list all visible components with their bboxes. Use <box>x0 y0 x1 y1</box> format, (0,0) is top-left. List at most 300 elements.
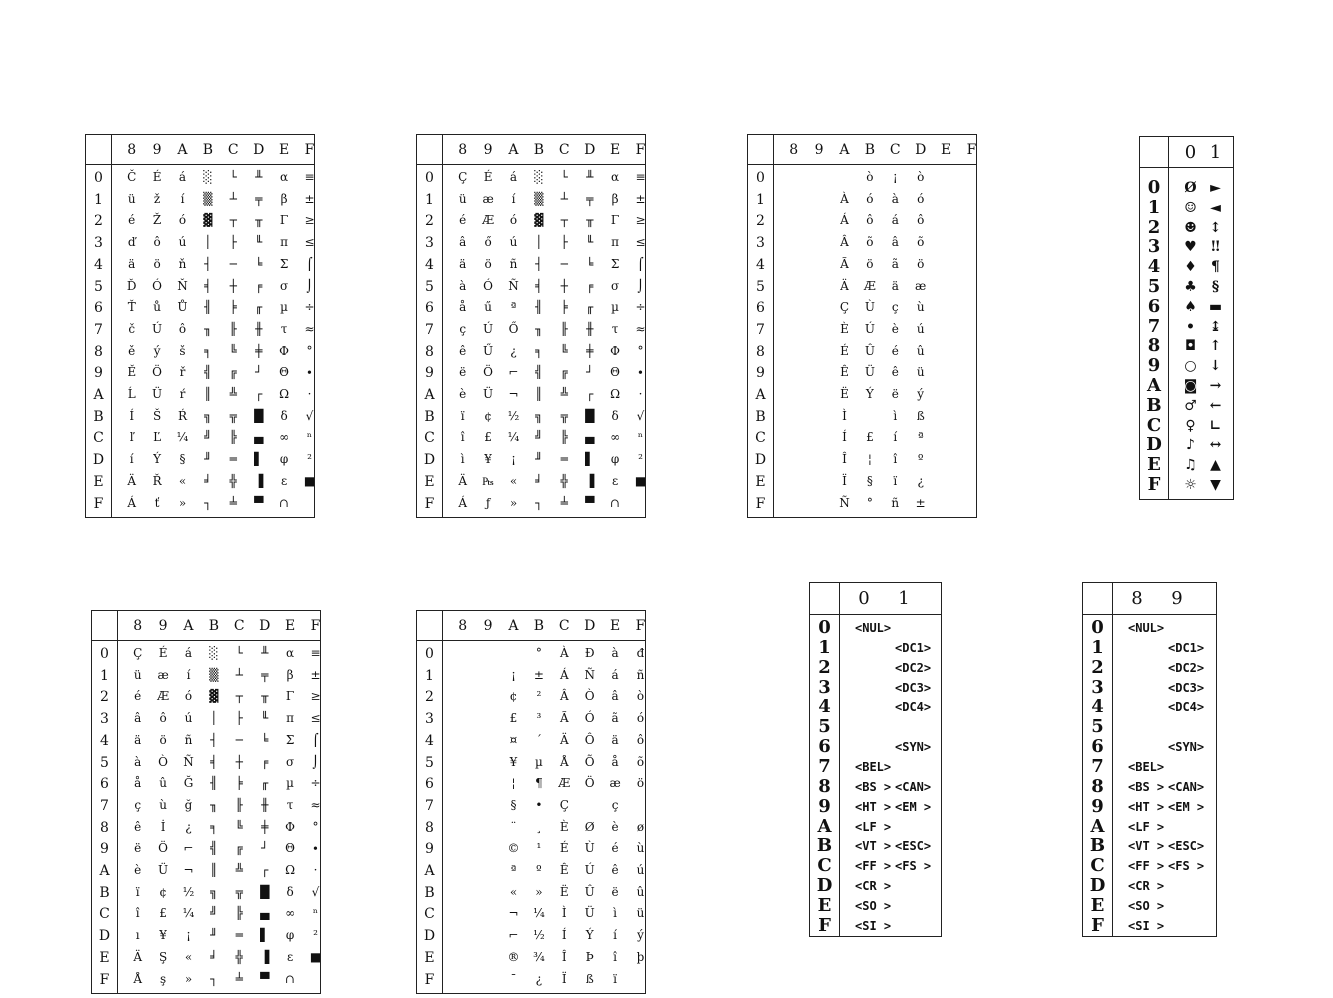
code-cell: Ù <box>864 300 875 315</box>
code-cell: ú <box>916 321 925 336</box>
code-cell: Ê <box>559 863 569 877</box>
code-cell: ä <box>611 732 619 747</box>
code-cell: ╗ <box>535 408 543 423</box>
code-cell: ½ <box>507 408 520 423</box>
code-cell: ↨ <box>1209 318 1222 335</box>
code-cell: ¡ <box>186 928 191 943</box>
code-cell: Ř <box>152 473 162 488</box>
code-cell: ♀ <box>1185 417 1196 434</box>
code-cell: ∞ <box>279 430 290 445</box>
row-label: 3 <box>1091 676 1104 698</box>
code-cell: Ä <box>458 473 468 488</box>
code-cell: ± <box>635 191 646 206</box>
column-header: B <box>864 142 876 158</box>
code-cell: ╨ <box>255 170 263 184</box>
control-code: <DC2> <box>1168 660 1205 675</box>
code-cell: ò <box>636 689 645 704</box>
column-header: 8 <box>458 618 468 634</box>
code-cell: ▀ <box>585 495 595 510</box>
row-label: F <box>424 495 435 512</box>
code-cell: đ <box>636 646 645 660</box>
code-cell: α <box>611 170 620 184</box>
code-cell: £ <box>509 711 518 726</box>
code-cell: õ <box>917 235 925 250</box>
row-label: 7 <box>1147 315 1161 337</box>
code-table-3 <box>747 134 977 518</box>
column-header: B <box>202 142 214 158</box>
code-cell: Ñ <box>508 278 519 293</box>
code-cell: ¼ <box>507 430 520 445</box>
control-code: <BS > <box>855 779 892 794</box>
code-cell: å <box>134 776 142 791</box>
code-cell: █ <box>585 408 595 423</box>
code-cell: ∟ <box>1209 417 1222 434</box>
code-cell: Þ <box>585 949 594 964</box>
code-cell: Ü <box>483 387 494 401</box>
code-cell: á <box>184 646 193 660</box>
code-cell: ⌠ <box>306 256 313 271</box>
code-cell: ╨ <box>586 170 594 184</box>
row-label: 3 <box>818 676 831 698</box>
code-cell: ▬ <box>1208 298 1223 315</box>
code-cell: ▓ <box>534 213 544 228</box>
code-cell: ╘ <box>261 732 269 747</box>
row-label: 9 <box>94 365 103 382</box>
code-cell: Î <box>842 452 847 467</box>
code-cell: Û <box>864 343 875 358</box>
code-cell: » <box>178 495 187 510</box>
code-cell: þ <box>636 949 645 964</box>
code-cell: ₧ <box>482 473 494 488</box>
row-label: 8 <box>756 343 765 360</box>
code-cell: ╞ <box>560 300 568 315</box>
code-cell: φ <box>279 452 289 467</box>
code-cell: ® <box>507 949 520 964</box>
code-cell: ╒ <box>261 754 269 769</box>
code-cell: ╨ <box>261 646 269 660</box>
code-cell: ┌ <box>586 387 594 401</box>
code-cell: ╣ <box>210 841 218 856</box>
row-label: 2 <box>425 213 434 230</box>
row-label: D <box>98 928 111 945</box>
code-cell: π <box>280 235 289 250</box>
code-cell: ï <box>135 884 140 899</box>
row-label: C <box>1146 414 1162 436</box>
code-cell: ô <box>636 732 645 747</box>
code-cell: ╧ <box>229 495 237 510</box>
code-cell: ê <box>134 819 142 834</box>
code-cell: õ <box>866 235 874 250</box>
control-code: <FS > <box>895 859 932 874</box>
code-cell: ╪ <box>255 343 263 358</box>
code-cell: ê <box>891 365 899 380</box>
code-cell: ç <box>459 321 467 336</box>
code-cell: ∩ <box>610 495 621 510</box>
code-cell: Æ <box>157 689 170 704</box>
code-cell: ¢ <box>509 689 518 704</box>
column-header: A <box>508 618 519 634</box>
code-cell: ≈ <box>304 321 315 336</box>
code-cell: Æ <box>482 213 495 228</box>
code-cell: ╡ <box>535 278 543 293</box>
row-label: 4 <box>425 732 434 749</box>
code-cell: Â <box>559 689 569 704</box>
code-cell: ╬ <box>235 949 243 964</box>
code-cell: ╘ <box>255 256 263 271</box>
control-code: <CAN> <box>895 779 932 794</box>
code-cell: ▼ <box>1210 477 1221 493</box>
control-code: <VT > <box>1128 839 1165 854</box>
code-cell: ¢ <box>484 408 492 423</box>
code-cell: § <box>179 452 186 467</box>
row-label: 0 <box>100 646 109 662</box>
column-header: E <box>284 618 296 634</box>
code-cell: ↑ <box>1209 338 1222 355</box>
code-cell: î <box>613 949 617 964</box>
code-cell: ◄ <box>1210 199 1221 216</box>
code-cell: Å <box>133 971 143 986</box>
code-cell: Ñ <box>584 667 595 682</box>
code-cell: ╢ <box>204 300 212 315</box>
code-cell: Ů <box>177 300 188 315</box>
code-cell: β <box>611 191 619 206</box>
row-label: 3 <box>756 235 765 252</box>
column-header: F <box>635 618 646 634</box>
code-cell: ▐ <box>254 473 264 488</box>
code-cell: Ã <box>840 256 849 271</box>
row-label: 6 <box>425 776 434 793</box>
code-cell: è <box>891 321 899 336</box>
code-cell: ý <box>153 343 161 358</box>
code-cell: º <box>917 452 924 467</box>
code-cell: ╪ <box>586 343 594 358</box>
code-cell: ╙ <box>255 235 263 250</box>
code-cell: ╕ <box>210 819 218 834</box>
code-cell: ∩ <box>285 971 296 986</box>
code-cell: À <box>840 191 849 206</box>
code-cell: ² <box>536 689 542 704</box>
code-cell: é <box>134 689 142 704</box>
row-label: 5 <box>818 716 831 738</box>
code-cell: ╢ <box>535 300 543 315</box>
code-cell: ╠ <box>235 906 243 921</box>
code-cell: ó <box>636 711 645 726</box>
code-cell: ² <box>638 452 643 467</box>
code-cell: ↕ <box>1209 219 1222 236</box>
code-cell: ╟ <box>235 797 243 812</box>
column-header: D <box>915 142 927 158</box>
code-cell: Ç <box>458 170 468 184</box>
code-cell: Č <box>127 170 137 184</box>
code-cell: ╝ <box>210 906 218 921</box>
column-header: F <box>310 618 321 634</box>
code-cell: ≥ <box>304 213 315 228</box>
code-cell: á <box>891 213 899 228</box>
row-label: E <box>817 894 832 916</box>
code-cell: ╔ <box>235 841 243 856</box>
code-cell: Ã <box>559 711 569 726</box>
column-header: F <box>635 142 646 158</box>
code-cell: ± <box>915 495 926 510</box>
code-cell: ï <box>460 408 465 423</box>
code-cell: ░ <box>203 170 213 184</box>
code-cell: ╖ <box>204 321 212 336</box>
row-label: 4 <box>100 732 109 749</box>
code-cell: Φ <box>285 819 295 834</box>
code-cell: ä <box>134 732 142 747</box>
code-cell: ╙ <box>586 235 594 250</box>
code-cell: ┼ <box>229 278 237 293</box>
code-cell: · <box>307 387 312 401</box>
code-cell: è <box>611 819 619 834</box>
code-cell: Á <box>559 667 569 682</box>
code-cell: ╜ <box>535 452 543 467</box>
row-label: 0 <box>818 617 831 638</box>
code-cell: ▀ <box>254 495 264 510</box>
code-cell: ⌡ <box>306 278 313 293</box>
code-cell: ë <box>134 841 142 856</box>
row-label: 1 <box>1091 636 1104 658</box>
code-cell: á <box>509 170 518 184</box>
code-cell: Ó <box>483 278 493 293</box>
code-cell: ⁿ <box>306 430 313 445</box>
control-code: <DC1> <box>1168 640 1205 655</box>
code-cell: ◘ <box>1184 338 1197 355</box>
code-cell: Ğ <box>183 776 194 791</box>
code-cell: ║ <box>535 387 543 401</box>
code-cell: í <box>613 928 617 943</box>
row-label: B <box>755 408 766 425</box>
code-cell: £ <box>159 906 167 921</box>
code-cell: ¶ <box>535 776 543 791</box>
row-label: B <box>424 408 435 425</box>
code-cell: İ <box>160 819 166 834</box>
code-cell: å <box>459 300 467 315</box>
row-label: 4 <box>425 256 434 273</box>
row-label: A <box>817 815 832 837</box>
code-cell: • <box>535 797 543 812</box>
code-cell: ⌐ <box>508 365 519 380</box>
code-cell: ╓ <box>255 300 263 315</box>
code-cell: ╓ <box>261 776 269 791</box>
code-cell: â <box>134 711 142 726</box>
row-label: 5 <box>1091 716 1104 738</box>
row-label: A <box>755 387 766 403</box>
code-cell: ď <box>127 235 136 250</box>
code-cell: « <box>509 473 518 488</box>
code-cell: ï <box>613 971 617 986</box>
code-cell: ≡ <box>304 170 315 184</box>
code-cell: é <box>459 213 467 228</box>
code-cell: ó <box>178 213 187 228</box>
row-label: 9 <box>425 365 434 382</box>
code-cell: ╝ <box>535 430 543 445</box>
code-cell: ô <box>153 235 161 250</box>
code-cell: š <box>179 343 186 358</box>
code-cell: ± <box>304 191 315 206</box>
code-cell: ╞ <box>229 300 237 315</box>
code-cell: ô <box>866 213 874 228</box>
code-cell: ╦ <box>229 408 237 423</box>
code-cell: â <box>611 689 619 704</box>
code-cell: ┼ <box>560 278 568 293</box>
row-label: A <box>424 387 435 403</box>
code-cell: Ó <box>584 711 595 726</box>
code-cell: Á <box>840 213 849 228</box>
code-cell: ╢ <box>210 776 218 791</box>
code-cell: Ä <box>559 732 569 747</box>
code-cell: ├ <box>560 235 568 250</box>
code-cell: ☺ <box>1184 199 1197 216</box>
code-cell: τ <box>280 321 288 336</box>
code-cell: ▓ <box>209 689 219 704</box>
code-cell: Ú <box>584 863 595 877</box>
row-label: 4 <box>1147 256 1161 278</box>
code-cell: ─ <box>235 732 243 747</box>
row-label: 7 <box>100 797 109 814</box>
column-header: D <box>259 618 271 634</box>
control-code: <SI > <box>1128 918 1165 933</box>
code-cell: ▲ <box>1210 457 1221 474</box>
code-cell: ╚ <box>560 343 568 358</box>
row-label: 0 <box>425 170 434 186</box>
code-cell: ⁿ <box>312 906 319 921</box>
code-cell: ŕ <box>179 387 186 401</box>
code-cell: í <box>129 452 134 467</box>
control-code: <EM > <box>895 799 932 814</box>
code-cell: ═ <box>235 928 243 943</box>
row-label: F <box>755 495 766 512</box>
code-cell: « <box>178 473 187 488</box>
row-label: 1 <box>756 191 765 208</box>
code-cell: ╙ <box>261 711 269 726</box>
code-cell: ý <box>917 387 925 401</box>
code-cell: Ĺ <box>127 387 136 401</box>
code-cell: ő <box>484 235 492 250</box>
code-cell: ã <box>891 256 899 271</box>
row-label: 8 <box>425 343 434 360</box>
code-cell: ▐ <box>260 949 270 964</box>
code-cell: ö <box>153 256 161 271</box>
row-label: 1 <box>425 667 434 684</box>
code-cell: ¤ <box>509 732 518 747</box>
code-cell: ╗ <box>210 884 218 899</box>
code-cell: β <box>280 191 288 206</box>
code-cell: ï <box>893 473 898 488</box>
code-cell: õ <box>636 754 645 769</box>
code-cell: Ş <box>158 949 168 964</box>
row-label: F <box>818 914 831 936</box>
code-cell: ╣ <box>535 365 543 380</box>
code-cell: Γ <box>279 213 289 228</box>
code-cell: Ω <box>279 387 290 401</box>
control-code: <ESC> <box>1168 839 1205 854</box>
code-cell: ├ <box>235 711 243 726</box>
code-table-5 <box>91 610 321 994</box>
code-cell: ╟ <box>560 321 568 336</box>
column-header: C <box>227 142 239 158</box>
code-cell: ± <box>533 667 544 682</box>
code-cell: ³ <box>536 711 542 726</box>
code-cell: ■ <box>309 949 322 964</box>
code-cell: ◙ <box>1183 378 1198 394</box>
row-label: 7 <box>94 321 103 338</box>
code-table-6 <box>416 610 646 994</box>
code-cell: æ <box>609 776 621 791</box>
code-cell: ▌ <box>254 452 264 467</box>
code-cell: ê <box>459 343 467 358</box>
row-label: C <box>99 906 110 923</box>
code-cell: ù <box>916 300 925 315</box>
code-cell: ä <box>891 278 899 293</box>
code-cell: ¦ <box>867 452 872 467</box>
code-cell: ë <box>459 365 467 380</box>
column-header: 8 <box>127 142 137 158</box>
code-cell: ö <box>484 256 492 271</box>
code-cell: ÷ <box>304 300 315 315</box>
row-label: D <box>423 928 436 945</box>
column-header: 0 <box>1184 142 1197 163</box>
control-code: <EM > <box>1168 799 1205 814</box>
code-cell: ≥ <box>635 213 646 228</box>
column-header: C <box>889 142 901 158</box>
row-label: 9 <box>100 841 109 858</box>
row-label: 6 <box>1147 295 1161 317</box>
code-cell: ╬ <box>229 473 237 488</box>
code-cell: È <box>840 321 849 336</box>
code-cell: ╩ <box>229 387 237 401</box>
code-cell: ¢ <box>159 884 167 899</box>
code-cell: Å <box>559 754 569 769</box>
code-cell: ë <box>891 387 899 401</box>
code-cell: ╛ <box>535 473 543 488</box>
row-label: 2 <box>756 213 765 230</box>
code-cell: ß <box>585 971 594 986</box>
row-label: 0 <box>425 646 434 662</box>
row-label: 2 <box>100 689 109 706</box>
code-cell: ╫ <box>255 321 263 336</box>
control-code: <FF > <box>1128 859 1165 874</box>
row-label: 7 <box>425 797 434 814</box>
code-cell: δ <box>611 408 619 423</box>
row-label: 6 <box>1091 736 1104 758</box>
code-cell: ñ <box>891 495 900 510</box>
code-cell: â <box>891 235 899 250</box>
code-cell: ° <box>306 343 313 358</box>
row-label: 2 <box>1091 656 1104 678</box>
code-cell: ▄ <box>254 430 264 445</box>
code-cell: ÷ <box>635 300 646 315</box>
code-cell: ş <box>160 971 167 986</box>
code-cell: ô <box>917 213 925 228</box>
code-cell: │ <box>204 235 212 250</box>
code-cell: § <box>1211 279 1220 295</box>
row-label: B <box>1089 835 1106 857</box>
code-cell: ╞ <box>235 776 243 791</box>
code-cell: ┤ <box>204 256 212 271</box>
code-cell: Æ <box>558 776 571 791</box>
column-header: 1 <box>1209 142 1222 163</box>
code-cell: ┬ <box>229 213 237 228</box>
control-code: <BS > <box>1128 779 1165 794</box>
row-label: 2 <box>425 689 434 706</box>
column-header: A <box>177 142 188 158</box>
row-label: B <box>1146 394 1162 416</box>
code-cell: √ <box>636 408 645 423</box>
row-label: 9 <box>818 795 831 817</box>
code-cell: ┴ <box>235 667 243 682</box>
row-label: C <box>755 430 766 447</box>
